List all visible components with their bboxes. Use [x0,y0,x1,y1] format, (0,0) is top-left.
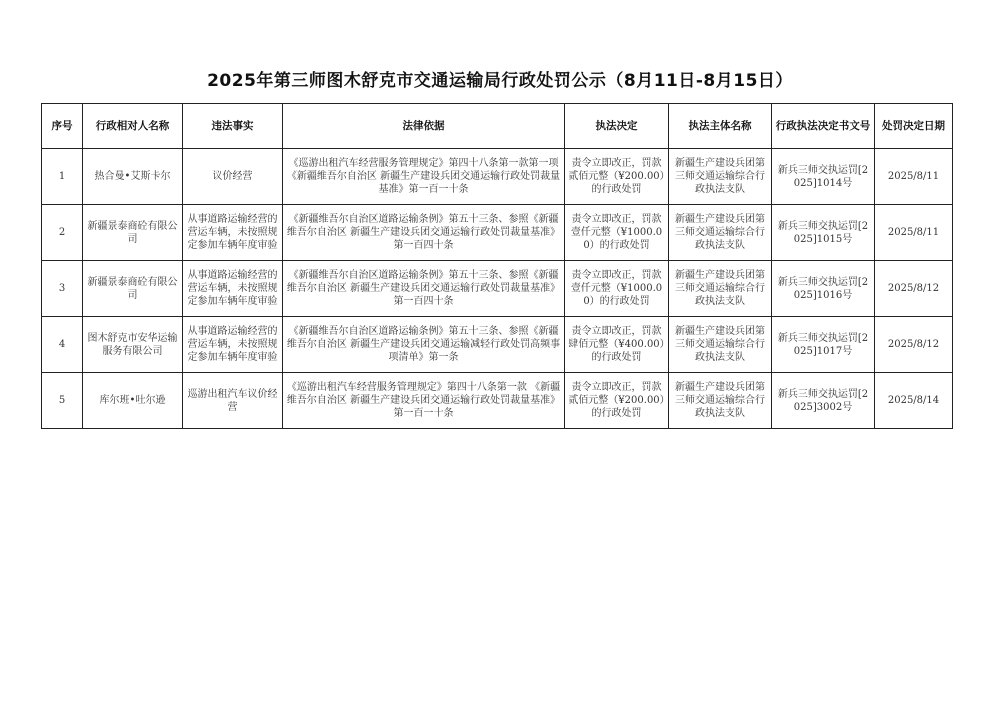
cell-index: 2 [42,205,83,261]
cell-basis: 《新疆维吾尔自治区道路运输条例》第五十三条、参照《新疆维吾尔自治区 新疆生产建设兵团交通运输行政处罚裁量基准》第一百四十条 [283,205,565,261]
cell-doc-no: 新兵三师交执运罚[2025]1016号 [772,261,875,317]
cell-fact: 巡游出租汽车议价经营 [183,373,283,429]
page-title: 2025年第三师图木舒克市交通运输局行政处罚公示（8月11日-8月15日） [207,71,793,91]
cell-party: 新疆景泰商砼有限公司 [83,261,183,317]
table-row [42,317,953,373]
cell-basis: 《新疆维吾尔自治区道路运输条例》第五十三条、参照《新疆维吾尔自治区 新疆生产建设兵团交通运输行政处罚裁量基准》第一百四十条 [283,261,565,317]
cell-date: 2025/8/12 [875,261,953,317]
cell-index: 3 [42,261,83,317]
cell-basis: 《巡游出租汽车经营服务管理规定》第四十八条第一款第一项 《新疆维吾尔自治区 新疆生产建设兵团交通运输行政处罚裁量基准》第一百一十条 [283,149,565,205]
cell-index: 4 [42,317,83,373]
cell-party: 图木舒克市安华运输服务有限公司 [83,317,183,373]
cell-doc-no: 新兵三师交执运罚[2025]1017号 [772,317,875,373]
cell-index: 1 [42,149,83,205]
header-date: 处罚决定日期 [875,104,953,149]
header-fact: 违法事实 [183,104,283,149]
header-decision: 执法决定 [565,104,669,149]
cell-party: 库尔班•吐尔逊 [83,373,183,429]
header-doc-no: 行政执法决定书文号 [772,104,875,149]
table-row [42,261,953,317]
cell-date: 2025/8/12 [875,317,953,373]
cell-decision: 责令立即改正，罚款贰佰元整（¥200.00）的行政处罚 [565,149,669,205]
table-row [42,373,953,429]
cell-party: 热合曼•艾斯卡尔 [83,149,183,205]
cell-doc-no: 新兵三师交执运罚[2025]3002号 [772,373,875,429]
header-party: 行政相对人名称 [83,104,183,149]
cell-basis: 《巡游出租汽车经营服务管理规定》第四十八条第一款 《新疆维吾尔自治区 新疆生产建设兵团交通运输行政处罚裁量基准》第一百一十条 [283,373,565,429]
cell-agency: 新疆生产建设兵团第三师交通运输综合行政执法支队 [669,149,772,205]
cell-decision: 责令立即改正，罚款肆佰元整（¥400.00）的行政处罚 [565,317,669,373]
header-agency: 执法主体名称 [669,104,772,149]
cell-fact: 议价经营 [183,149,283,205]
cell-party: 新疆景泰商砼有限公司 [83,205,183,261]
cell-agency: 新疆生产建设兵团第三师交通运输综合行政执法支队 [669,261,772,317]
cell-decision: 责令立即改正，罚款贰佰元整（¥200.00）的行政处罚 [565,373,669,429]
header-basis: 法律依据 [283,104,565,149]
cell-decision: 责令立即改正，罚款壹仟元整（¥1000.00）的行政处罚 [565,261,669,317]
cell-date: 2025/8/11 [875,149,953,205]
cell-doc-no: 新兵三师交执运罚[2025]1014号 [772,149,875,205]
table-header-row [42,104,953,149]
cell-fact: 从事道路运输经营的营运车辆，未按照规定参加车辆年度审验 [183,317,283,373]
cell-agency: 新疆生产建设兵团第三师交通运输综合行政执法支队 [669,205,772,261]
table-row [42,149,953,205]
cell-decision: 责令立即改正，罚款壹仟元整（¥1000.00）的行政处罚 [565,205,669,261]
cell-agency: 新疆生产建设兵团第三师交通运输综合行政执法支队 [669,373,772,429]
cell-index: 5 [42,373,83,429]
cell-fact: 从事道路运输经营的营运车辆，未按照规定参加车辆年度审验 [183,261,283,317]
cell-basis: 《新疆维吾尔自治区道路运输条例》第五十三条、参照《新疆维吾尔自治区 新疆生产建设兵团交通运输减轻行政处罚高频事项清单》第一条 [283,317,565,373]
penalty-table [41,103,953,429]
table-row [42,205,953,261]
cell-fact: 从事道路运输经营的营运车辆，未按照规定参加车辆年度审验 [183,205,283,261]
cell-date: 2025/8/14 [875,373,953,429]
header-index: 序号 [42,104,83,149]
cell-agency: 新疆生产建设兵团第三师交通运输综合行政执法支队 [669,317,772,373]
cell-date: 2025/8/11 [875,205,953,261]
cell-doc-no: 新兵三师交执运罚[2025]1015号 [772,205,875,261]
